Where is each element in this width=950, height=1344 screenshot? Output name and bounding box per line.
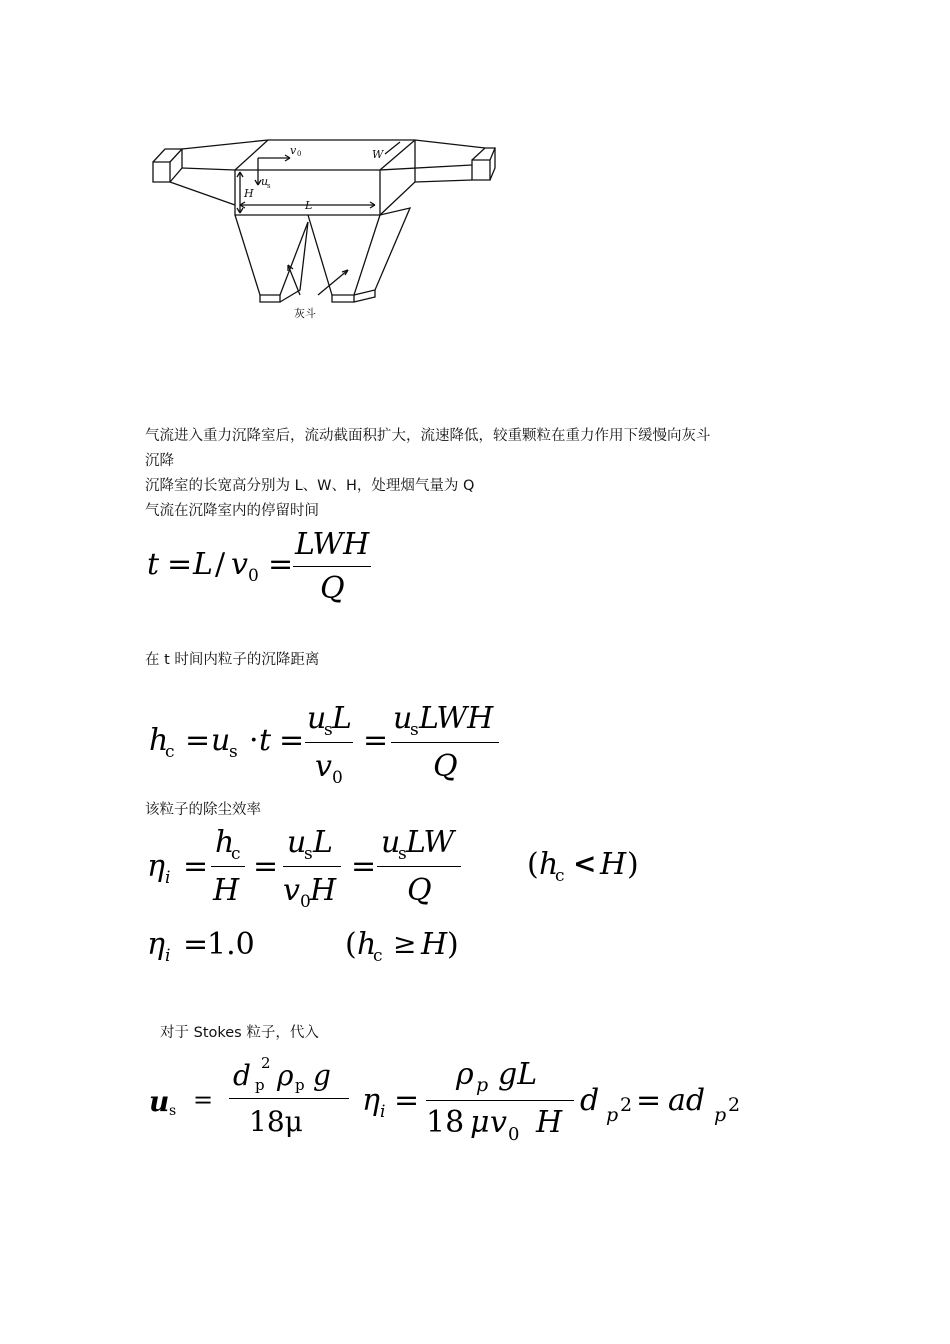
eq6-eta: η: [362, 1083, 380, 1118]
eq3-cond-close: ): [627, 847, 639, 882]
diagram-l-label: L: [305, 199, 313, 212]
eq6-fraction-bar: [426, 1100, 574, 1101]
eq3-fraction-bar-2: [283, 866, 341, 867]
eq6-den-mu: μ: [470, 1105, 490, 1140]
eq3-eta: η: [147, 849, 165, 884]
eq1-eq: =: [167, 547, 193, 582]
eq3-eq3: =: [351, 849, 377, 884]
diagram-v0-sub: 0: [297, 150, 302, 158]
eq1-slash: /: [215, 547, 226, 582]
diagram-us-sub: s: [267, 182, 271, 190]
eq3-frac1-c: c: [231, 844, 241, 864]
equation-settling-distance: [145, 702, 525, 792]
eq2-dot: ·: [249, 723, 259, 758]
eq5-u-sub: s: [169, 1103, 177, 1119]
eq6-d-sub: p: [606, 1104, 619, 1126]
eq4-cond-open: (: [345, 927, 357, 962]
eq4-cond-close: ): [447, 927, 459, 962]
eq4-value: 1.0: [207, 927, 255, 962]
diagram-h-label: H: [244, 187, 254, 200]
paragraph-efficiency: 该粒子的除尘效率: [145, 802, 261, 818]
eq2-eq3: =: [363, 723, 389, 758]
paragraph-stokes: 对于 Stokes 粒子，代入: [160, 1025, 319, 1041]
eq5-denominator: 18μ: [249, 1105, 303, 1138]
eq6-d-sup: 2: [620, 1094, 633, 1116]
eq3-frac1-H: H: [213, 873, 240, 908]
eq4-cond-c: c: [373, 946, 383, 966]
eq5-g: g: [313, 1059, 331, 1092]
eq6-ad: ad: [668, 1083, 706, 1118]
eq3-cond-open: (: [527, 847, 539, 882]
eq1-numerator: LWH: [295, 527, 370, 562]
eq1-l: L: [193, 547, 213, 582]
eq1-v: v: [231, 547, 248, 582]
eq1-fraction-bar: [293, 566, 371, 567]
diagram-w-label: W: [372, 148, 384, 161]
eq6-eq: =: [394, 1083, 420, 1118]
eq5-eq: =: [193, 1086, 214, 1114]
settling-chamber-diagram: [140, 130, 510, 330]
eq3-eq2: =: [253, 849, 279, 884]
eq2-frac2-s: s: [410, 720, 419, 740]
eq3-cond-h: h: [539, 847, 559, 882]
eq3-i-sub: i: [165, 868, 171, 888]
eq2-eq: =: [185, 723, 211, 758]
eq5-d-sup: 2: [261, 1054, 271, 1072]
eq5-rho-sub: p: [295, 1076, 305, 1094]
eq2-frac2-rest: LWH: [419, 701, 494, 736]
equation-stokes-velocity: [145, 1056, 355, 1146]
eq3-cond-c: c: [555, 866, 565, 886]
eq1-eq2: =: [268, 547, 294, 582]
paragraph-intro-line2: 沉降: [145, 453, 174, 469]
eq6-numerator-rest: gL: [498, 1057, 538, 1092]
eq6-den-H: H: [536, 1105, 563, 1140]
eq6-i-sub: i: [380, 1102, 386, 1122]
eq5-d: d: [233, 1059, 251, 1092]
eq2-h-sub: c: [165, 742, 175, 762]
eq6-den-v: v: [490, 1105, 507, 1140]
eq5-rho: ρ: [277, 1059, 294, 1092]
eq3-fraction-bar-3: [377, 866, 461, 867]
eq3-frac3-u: u: [381, 825, 401, 860]
eq6-rho-sub: p: [476, 1074, 489, 1096]
eq3-cond-H: H: [600, 847, 627, 882]
eq2-eq2: =: [279, 723, 305, 758]
eq2-fraction-bar-1: [305, 742, 353, 743]
eq3-frac3-s: s: [398, 844, 407, 864]
eq4-i-sub: i: [165, 946, 171, 966]
eq6-rho: ρ: [456, 1057, 474, 1092]
eq3-frac2-v-sub: 0: [300, 892, 311, 912]
eq3-frac2-s: s: [304, 844, 313, 864]
equation-efficiency: [145, 826, 665, 916]
eq4-cond-op: ≥: [393, 927, 417, 960]
eq2-frac2-q: Q: [433, 749, 458, 784]
eq5-d-sub: p: [255, 1076, 265, 1094]
eq2-frac1-u: u: [307, 701, 327, 736]
eq5-u: u: [149, 1085, 170, 1118]
eq6-eq2: =: [636, 1083, 662, 1118]
eq6-d: d: [580, 1083, 600, 1118]
eq1-v-sub: 0: [248, 566, 259, 586]
eq2-h: h: [149, 723, 169, 758]
eq3-frac2-H: H: [310, 873, 337, 908]
eq2-fraction-bar-2: [391, 742, 499, 743]
paragraph-intro-line1: 气流进入重力沉降室后，流动截面积扩大，流速降低，较重颗粒在重力作用下缓慢向灰斗: [145, 428, 711, 444]
diagram-hopper-label: 灰斗: [294, 307, 316, 320]
eq3-eq: =: [183, 849, 209, 884]
eq4-cond-h: h: [357, 927, 377, 962]
eq6-ad-sub: p: [714, 1104, 727, 1126]
eq5-fraction-bar: [229, 1098, 349, 1099]
eq3-frac2-l: L: [313, 825, 333, 860]
eq3-frac2-u: u: [287, 825, 307, 860]
eq3-frac1-h: h: [215, 825, 235, 860]
eq2-frac2-u: u: [393, 701, 413, 736]
equation-residence-time: [145, 527, 385, 610]
eq2-frac1-v-sub: 0: [332, 768, 343, 788]
paragraph-settling-distance: 在 t 时间内粒子的沉降距离: [145, 652, 320, 668]
paragraph-residence-time: 气流在沉降室内的停留时间: [145, 503, 319, 519]
diagram-v0-label: v: [290, 144, 297, 157]
eq6-den-18: 18: [426, 1105, 465, 1140]
eq1-denominator: Q: [320, 571, 345, 606]
eq3-frac3-rest: LW: [406, 825, 455, 860]
eq2-frac1-l: L: [332, 701, 352, 736]
equation-efficiency-full: [145, 926, 485, 976]
paragraph-dimensions: 沉降室的长宽高分别为 L、W、H，处理烟气量为 Q: [145, 478, 475, 494]
eq3-fraction-bar-1: [211, 866, 245, 867]
equation-stokes-efficiency: [360, 1056, 760, 1151]
eq4-eta: η: [147, 927, 165, 962]
eq2-frac1-v: v: [315, 749, 332, 784]
eq2-u: u: [211, 723, 231, 758]
eq3-frac2-v: v: [283, 873, 300, 908]
eq2-u-sub: s: [229, 742, 238, 762]
eq6-ad-sup: 2: [728, 1094, 741, 1116]
eq4-eq: =: [183, 927, 209, 962]
eq1-t: t: [147, 547, 160, 582]
eq2-t: t: [259, 723, 272, 758]
eq6-den-v-sub: 0: [508, 1124, 520, 1145]
eq3-cond-op: <: [573, 847, 597, 880]
eq2-frac1-s: s: [324, 720, 333, 740]
eq4-cond-H: H: [421, 927, 448, 962]
eq3-frac3-q: Q: [407, 873, 432, 908]
diagram-us-label: u: [261, 175, 269, 188]
